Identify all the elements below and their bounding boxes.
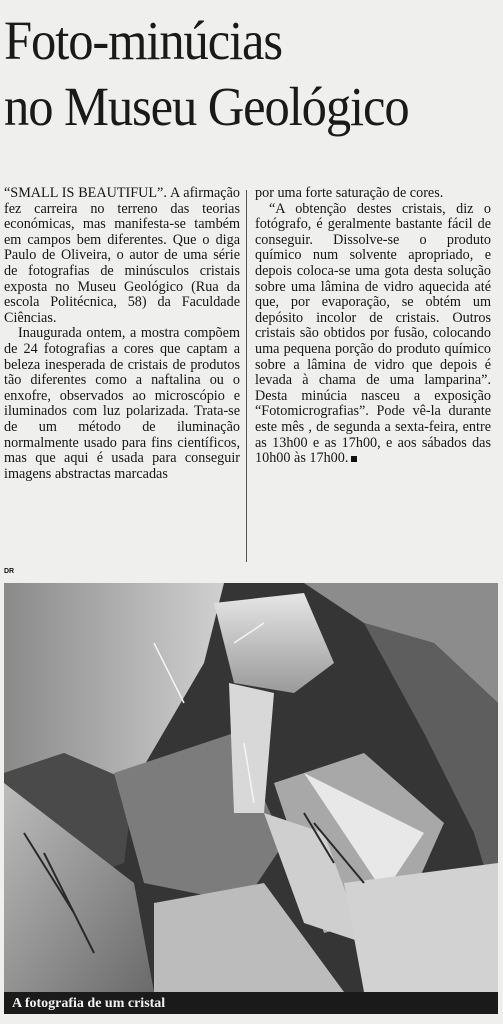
end-of-article-mark xyxy=(351,456,357,462)
crystal-photograph xyxy=(4,583,498,992)
photo-caption: A fotografia de um cristal xyxy=(12,996,166,1011)
paragraph: “SMALL IS BEAUTIFUL”. A afirmação fez carreira no terreno das teorias económicas, mas manifesta-se também em campos bem diferentes. Que o diga Paulo de Oliveira, o autor de uma série de fotografias de minúsculos cristais exposta no Museu Geológico (Rua da escola Politécnica, 58) da Faculdade Ciências. xyxy=(4,185,240,326)
photo-credit: DR xyxy=(4,568,15,575)
paragraph: Inaugurada ontem, a mostra compõem de 24 fotografias a cores que captam a beleza inesperada de cristais de produtos tão diferentes como a naftalina ou o enxofre, observados ao microscópio e iluminados com luz polarizada. Trata-se de um método de iluminação normalmente usado para fins científicos, mas que aqui é usada para conseguir imagens abstractas marcadas xyxy=(4,325,240,482)
paragraph-with-end-mark xyxy=(255,202,491,467)
crystal-photograph-image xyxy=(4,583,498,992)
paragraph: “A obtenção destes cristais, diz o fotógrafo, é geralmente bastante fácil de conseguir. Dissolve-se o produto químico num solvente apropriado, e depois coloca-se uma gota desta solução sobre uma lâmina de vidro aquecida até que, por evaporação, se obtém um depósito incolor de cristais. Outros cristais são obtidos por fusão, colocando uma pequena porção do produto químico sobre a lâmina de vidro que depois é levada à chama de uma lamparina”. Desta minúcia nasceu a exposição “Fotomicrografias”. Pode vê-la durante este mês , de segunda a sexta-feira, entre as 13h00 e as 17h00, e aos sábados das 10h00 às 17h00. xyxy=(255,200,491,467)
column-divider xyxy=(246,190,247,562)
article-column-right xyxy=(255,186,491,467)
headline xyxy=(4,8,460,140)
paragraph: por uma forte saturação de cores. xyxy=(255,185,444,201)
headline-line-1: Foto-minúcias xyxy=(4,10,282,71)
headline-line-2: no Museu Geológico xyxy=(4,76,409,137)
article-column-left xyxy=(4,186,240,482)
